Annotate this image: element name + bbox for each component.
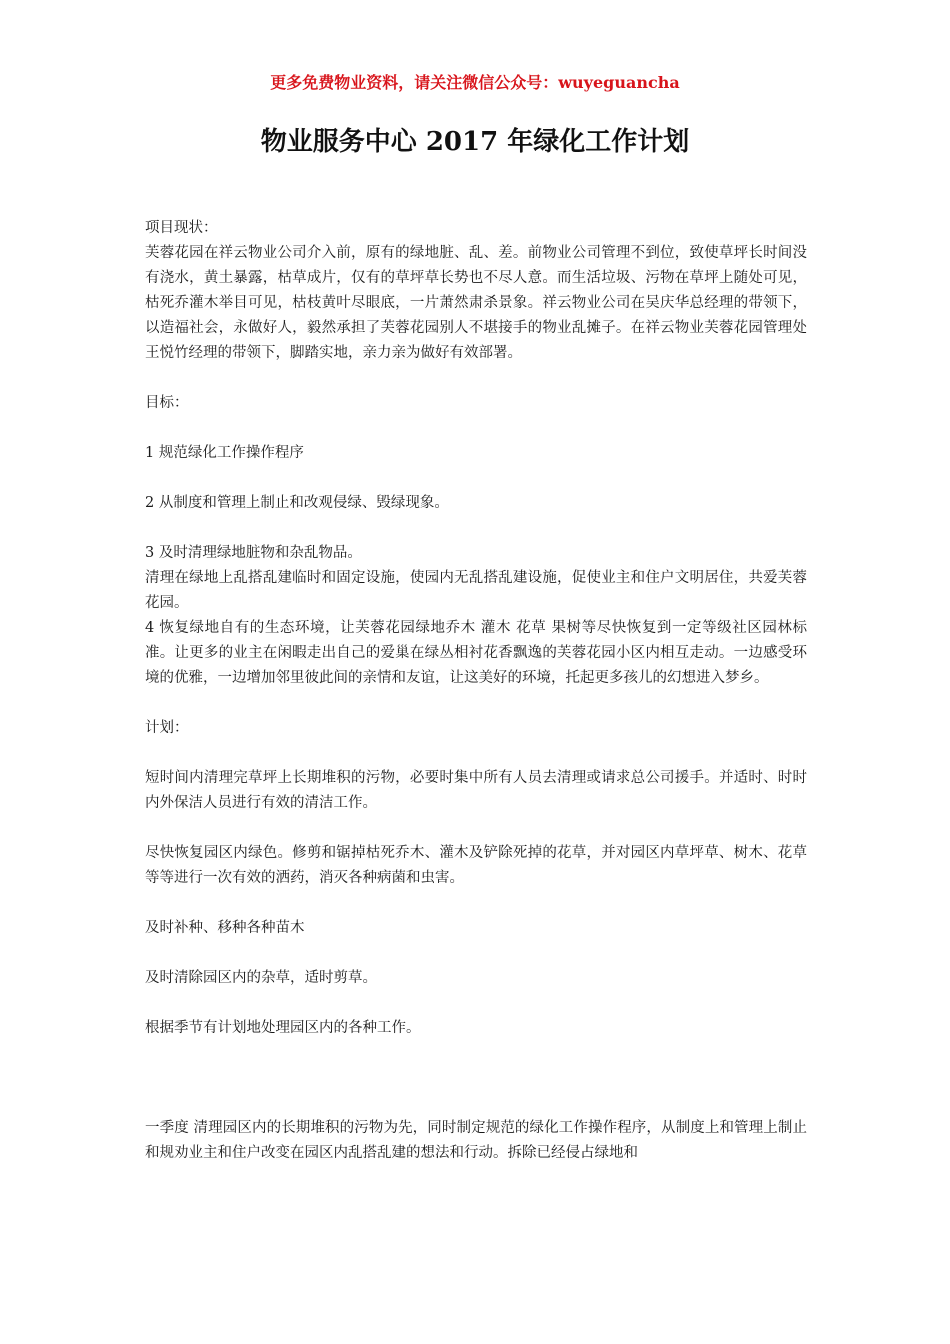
promo-banner: 更多免费物业资料，请关注微信公众号：wuyeguancha: [270, 73, 680, 92]
plan-paragraph-5: 根据季节有计划地处理园区内的各种工作。: [145, 1020, 421, 1036]
goals-heading: 目标：: [145, 395, 189, 411]
status-heading: 项目现状：: [145, 220, 218, 236]
goal-item-4: 4 恢复绿地自有的生态环境，让芙蓉花园绿地乔木 灌木 花草 果树等尽快恢复到一定等级社区园林标准。让更多的业主在闲暇走出自己的爱巢在绿丛相衬花香飘逸的芙蓉花园小区内相互走动。一边感受环境的优雅，一边增加邻里彼此间的亲情和友谊，让这美好的环境，托起更多孩儿的幻想进入梦乡。: [145, 620, 807, 686]
plan-paragraph-2: 尽快恢复园区内绿色。修剪和锯掉枯死乔木、灌木及铲除死掉的花草，并对园区内草坪草、树木、花草等等进行一次有效的洒药，消灭各种病菌和虫害。: [145, 845, 807, 886]
goal-item-3: 3 及时清理绿地脏物和杂乱物品。: [145, 545, 362, 561]
quarter-1-paragraph: 一季度 清理园区内的长期堆积的污物为先，同时制定规范的绿化工作操作程序，从制度上和管理上制止和规劝业主和住户改变在园区内乱搭乱建的想法和行动。拆除已经侵占绿地和: [145, 1120, 807, 1161]
plan-paragraph-3: 及时补种、移种各种苗木: [145, 920, 305, 936]
document-title: 物业服务中心 2017 年绿化工作计划: [260, 127, 690, 157]
document-body: [145, 216, 807, 1166]
goal-item-1: 1 规范绿化工作操作程序: [145, 445, 304, 461]
plan-paragraph-4: 及时清除园区内的杂草，适时剪草。: [145, 970, 377, 986]
plan-heading: 计划：: [145, 720, 189, 736]
goal-item-3-detail: 清理在绿地上乱搭乱建临时和固定设施，使园内无乱搭乱建设施，促使业主和住户文明居住，共爱芙蓉花园。: [145, 570, 807, 611]
goal-item-2: 2 从制度和管理上制止和改观侵绿、毁绿现象。: [145, 495, 449, 511]
plan-paragraph-1: 短时间内清理完草坪上长期堆积的污物，必要时集中所有人员去清理或请求总公司援手。并适时、时时内外保洁人员进行有效的清洁工作。: [145, 770, 807, 811]
status-paragraph: 芙蓉花园在祥云物业公司介入前，原有的绿地脏、乱、差。前物业公司管理不到位，致使草坪长时间没有浇水，黄土暴露，枯草成片，仅有的草坪草长势也不尽人意。而生活垃圾、污物在草坪上随处可见，枯死乔灌木举目可见，枯枝黄叶尽眼底，一片萧然肃杀景象。祥云物业公司在吴庆华总经理的带领下，以造福社会，永做好人，毅然承担了芙蓉花园别人不堪接手的物业乱摊子。在祥云物业芙蓉花园管理处王悦竹经理的带领下，脚踏实地，亲力亲为做好有效部署。: [145, 245, 807, 361]
